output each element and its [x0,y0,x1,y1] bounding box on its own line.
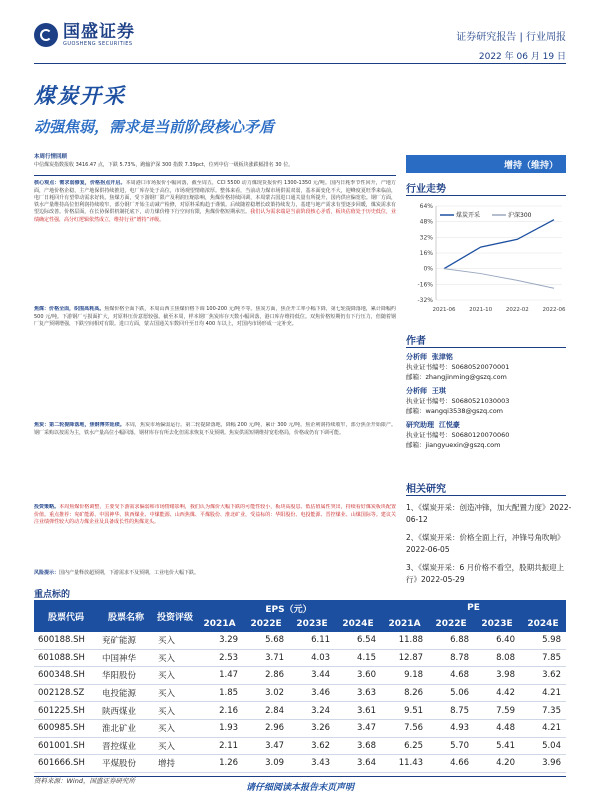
table-cell: 4.68 [428,667,474,685]
table-cell: 5.41 [474,737,520,755]
y-tick-label: -16% [417,281,433,289]
table-cell: 3.98 [474,667,520,685]
report-date: 2022 年 06 月 19 日 [478,52,566,62]
stock-rating: 买入 [154,649,196,667]
authors-heading: 作者 [406,336,426,347]
paragraph-text: 国内产量释放超预期，下游需求不及预期，工业电价大幅下跌。 [59,570,200,577]
author-role: 分析师 [406,387,427,395]
col-year: 2021A [196,616,243,632]
table-cell: 7.56 [381,719,428,737]
table-cell: 3.60 [335,667,381,685]
stock-name: 兖矿能源 [98,632,154,649]
related-item[interactable]: 2、《煤炭开采：价格全面上行，冲锋号角吹响》2022-06-05 [406,533,565,554]
table-cell: 12.87 [381,649,428,667]
table-row [34,737,566,755]
col-rating: 投资评级 [154,600,196,632]
stock-code: 601088.SH [34,649,98,667]
legend-label-coal: 煤炭开采 [456,212,481,219]
table-cell: 3.68 [335,737,381,755]
table-cell: 4.15 [335,649,381,667]
paragraph-coking-coal [34,306,396,414]
author-cert: 执业证书编号：S0680520070001 [406,363,510,371]
table-cell: 2.16 [196,702,243,720]
key-stocks-table [34,600,566,773]
author-entry [406,420,566,450]
table-cell: 2.96 [243,719,289,737]
author-cert: 执业证书编号：S0680120070060 [406,431,510,439]
table-cell: 5.04 [520,737,566,755]
table-row [34,684,566,702]
table-cell: 6.11 [289,632,335,649]
footer-divider [34,776,566,777]
industry-category: 煤炭开采 [34,84,126,108]
table-row [34,667,566,685]
paragraph-strategy [34,504,396,566]
y-tick-label: 48% [419,218,433,226]
series-line-hs300 [444,269,554,289]
table-cell: 1.26 [196,755,243,773]
table-cell: 3.71 [243,649,289,667]
trend-heading: 行业走势 [406,184,446,195]
table-cell: 5.06 [428,684,474,702]
side-divider [406,495,566,496]
table-row [34,649,566,667]
stock-name: 华阳股份 [98,667,154,685]
rating-badge: 增持（维持） [406,155,566,173]
table-cell: 11.43 [381,755,428,773]
header-divider [34,63,566,64]
key-stocks-table-wrap [34,600,566,785]
table-cell: 3.61 [335,702,381,720]
author-cert: 执业证书编号：S0680521030003 [406,397,510,405]
stock-rating: 买入 [154,737,196,755]
paragraph-coke [34,422,396,492]
table-cell: 3.43 [289,755,335,773]
report-type: 证券研究报告 | 行业周报 [456,32,566,43]
y-tick-label: 64% [419,203,433,210]
stock-rating: 买入 [154,632,196,649]
table-cell: 3.29 [196,632,243,649]
series-line-coal [444,220,554,269]
author-email[interactable]: 邮箱：wangqi3538@gszq.com [406,407,504,415]
y-tick-label: 32% [419,234,433,242]
table-cell: 4.42 [474,684,520,702]
paragraph-lead: 风险提示： [34,570,60,577]
col-year: 2024E [335,616,381,632]
author-email[interactable]: 邮箱：zhangjinming@gszq.com [406,373,507,381]
col-name: 股票名称 [98,600,154,632]
table-cell: 3.63 [335,684,381,702]
table-cell: 1.47 [196,667,243,685]
paragraph-text: 本周焦煤价格调整，主要受下游需求偏弱和市场情绪影响，我们认为煤价大幅下跌的可能性较小，板块高股息、低估值属性突出，持续看好煤炭板块配置价值。重点推荐：兖矿能源、中国神华、陕西煤业、中煤能源、山西焦煤、平煤股份、淮北矿业，受益标的：华阳股份、电投能源、晋控煤业、山煤国际等。 [34,504,396,518]
stock-code: 600985.SH [34,719,98,737]
paragraph-lead: 核心观点：需求弱修复，价格拐点开启。 [34,180,126,187]
table-cell: 3.47 [243,737,289,755]
author-role: 分析师 [406,353,427,361]
company-logo [34,22,164,48]
table-cell: 3.46 [289,684,335,702]
col-year: 2022E [243,616,289,632]
table-cell: 3.26 [289,719,335,737]
paragraph-highlight: 建议关注业绩弹性较大的动力煤企业及具备成长性的焦煤龙头。 [34,511,396,525]
table-cell: 8.78 [428,649,474,667]
paragraph-text: 焦煤价格全面下跌，本周山西主焦煤价格下调 100-200 元/吨不等。焦炭方面，焦企开工率小幅下降，第七轮提降落地，累计降幅约 500 元/吨。下游钢厂亏损面扩大，对原料压价意愿较强。截至本周，样本钢厂焦炭库存天数小幅回落，港口库存维持低位。双焦价格短期仍有下行压力，但随着钢厂复产预期增强，下跌空间相对有限。进口方面，蒙古国通关车数回升至日均 400 车以上，对国内市场形成一定补充。 [34,306,396,327]
table-cell: 9.18 [381,667,428,685]
y-tick-label: 16% [419,250,433,257]
table-cell: 6.88 [428,632,474,649]
related-item[interactable]: 3、《煤炭开采：6 月价格不看空，股期共振迎上行》2022-05-29 [406,563,565,584]
author-name: 张津铭 [431,353,453,361]
table-cell: 4.21 [520,684,566,702]
stock-rating: 买入 [154,719,196,737]
section-divider [34,175,396,176]
logo-icon [34,23,58,47]
stock-code: 601666.SH [34,755,98,773]
related-heading: 相关研究 [406,484,446,495]
table-cell: 8.26 [381,684,428,702]
table-cell: 4.21 [520,719,566,737]
table-cell: 6.54 [335,632,381,649]
table-cell: 9.51 [381,702,428,720]
table-cell: 2.11 [196,737,243,755]
table-cell: 7.35 [520,702,566,720]
table-cell: 3.62 [289,737,335,755]
logo-subtext: GUOSHENG SECURITIES [63,40,133,47]
table-cell: 3.02 [243,684,289,702]
table-cell: 3.09 [243,755,289,773]
table-cell: 3.44 [289,667,335,685]
stock-code: 601001.SH [34,737,98,755]
table-cell: 6.40 [474,632,520,649]
col-year: 2024E [520,616,566,632]
review-text: 中信煤炭指数报收 3416.47 点，下跌 5.73%，跑输沪深 300 指数 7.39pct，位列中信一级板块涨跌幅排名 30 位。 [34,162,294,168]
table-cell: 3.64 [335,755,381,773]
table-cell: 3.96 [520,755,566,773]
table-cell: 4.03 [289,649,335,667]
table-row [34,632,566,649]
author-role: 研究助理 [406,421,434,429]
table-cell: 2.86 [243,667,289,685]
col-year: 2021A [381,616,428,632]
stock-code: 601225.SH [34,702,98,720]
table-heading: 重点标的 [34,590,71,600]
table-row [34,702,566,720]
y-tick-label: 0% [423,265,433,273]
paragraph-lead: 焦炭：第二轮提降落地，焦钢博弈延续。 [34,422,125,429]
paragraph-lead: 投资策略。 [34,504,60,511]
stock-rating: 买入 [154,667,196,685]
paragraph-risk [34,570,396,577]
stock-name: 陕西煤业 [98,702,154,720]
x-tick-label: 2022-02 [505,307,529,313]
x-tick-label: 2022-06 [542,307,566,313]
table-cell: 4.66 [428,755,474,773]
x-tick-label: 2021-06 [432,307,456,313]
related-item[interactable]: 1、《煤炭开采：创造冲锋，加大配置力度》2022-06-12 [406,503,572,524]
paragraph-text: 本周港口市场报价小幅回落，截至周五，CCI 5500 动力煤现货报价约 1300-1350 元/吨。国内日耗季节性回升，产地方面，产地价格企稳，主产地保供持续推进，电厂库存处于高位，市场观望情绪浓厚。整体来看，当前动力煤市场供需双弱，基本面变化不大，迎峰度夏旺季来临前，电厂日耗回升有望带动需求好转。焦煤方面，受下游钢厂限产及利润压缩影响，焦煤价格持续回调，本周蒙古国进口通关量有所提升，国内供应偏宽松。钢厂方面，铁水产量维持高位但利润持续收窄，部分钢厂开始主动减产检修，对原料采购趋于谨慎。后续随着稳增长政策持续发力，基建与地产需求有望逐步回暖，煤炭需求有望边际改善。价格层面，在长协保供机制托底下，动力煤价格下行空间有限，焦煤价格短期承压。 [34,180,396,216]
y-tick-label: -32% [417,297,433,304]
main-column [34,152,396,578]
table-cell: 11.88 [381,632,428,649]
table-cell: 5.70 [428,737,474,755]
stock-rating: 增持 [154,755,196,773]
stock-code: 600188.SH [34,632,98,649]
table-cell: 7.85 [520,649,566,667]
stock-rating: 买入 [154,684,196,702]
table-cell: 1.93 [196,719,243,737]
table-cell: 4.20 [474,755,520,773]
table-row [34,755,566,773]
stock-name: 电投能源 [98,684,154,702]
industry-trend-chart [406,200,566,318]
paragraph-highlight: 我们认为需求端是当前阶段核心矛盾，板块估值处于历史低位，业绩确定性强，高分红逻辑依然成立，维持行业“增持”评级。 [34,209,396,223]
table-cell: 3.62 [520,667,566,685]
table-cell: 1.85 [196,684,243,702]
stock-code: 600348.SH [34,667,98,685]
table-source: 资料来源：Wind，国盛证券研究所 [34,776,135,785]
paragraph-lead: 焦煤：价格全面，织围高耗高。 [34,306,105,313]
table-cell: 2.84 [243,702,289,720]
paragraph-core [34,180,396,298]
table-cell: 3.24 [289,702,335,720]
col-year: 2023E [289,616,335,632]
stock-name: 平煤股份 [98,755,154,773]
author-name: 王琪 [431,387,446,395]
table-cell: 3.47 [335,719,381,737]
col-year: 2023E [474,616,520,632]
review-heading: 本周行情回顾 [34,154,68,160]
paragraph-text: 本周，焦炭市场偏弱运行。第二轮提降落地，降幅 200 元/吨，累计 300 元/吨。焦企利润持续收窄，部分焦企开始限产。钢厂采购以按需为主，铁水产量高位小幅回落，钢材库存有所去化但需求恢复不及预期。焦炭供需短期维持宽松格局，价格或仍有下调可能。 [34,422,396,436]
stock-name: 晋控煤业 [98,737,154,755]
table-cell: 6.25 [381,737,428,755]
related-list [406,502,572,586]
side-divider [406,347,566,348]
author-name: 江悦豪 [438,421,460,429]
stock-code: 002128.SZ [34,684,98,702]
x-tick-label: 2021-10 [469,307,493,313]
author-email[interactable]: 邮箱：jiangyuexin@gszq.com [406,441,501,449]
author-entry [406,352,566,382]
table-cell: 5.98 [520,632,566,649]
col-eps: EPS（元） [196,600,381,616]
stock-rating: 买入 [154,702,196,720]
table-cell: 4.48 [474,719,520,737]
table-cell: 8.08 [474,649,520,667]
table-cell: 8.75 [428,702,474,720]
legend-label-hs300: 沪深300 [508,212,532,219]
table-cell: 5.68 [243,632,289,649]
report-title: 动强焦弱，需求是当前阶段核心矛盾 [34,118,275,136]
table-cell: 4.93 [428,719,474,737]
table-cell: 7.59 [474,702,520,720]
stock-name: 中国神华 [98,649,154,667]
logo-text: 国盛证券 [63,21,135,42]
author-entry [406,386,566,416]
stock-name: 淮北矿业 [98,719,154,737]
footer-disclaimer: 请仔细阅读本报告末页声明 [245,783,354,793]
side-divider [406,195,566,196]
col-year: 2022E [428,616,474,632]
table-row [34,719,566,737]
col-code: 股票代码 [34,600,98,632]
authors-list [406,352,566,450]
col-pe: PE [381,600,566,616]
table-cell: 2.53 [196,649,243,667]
